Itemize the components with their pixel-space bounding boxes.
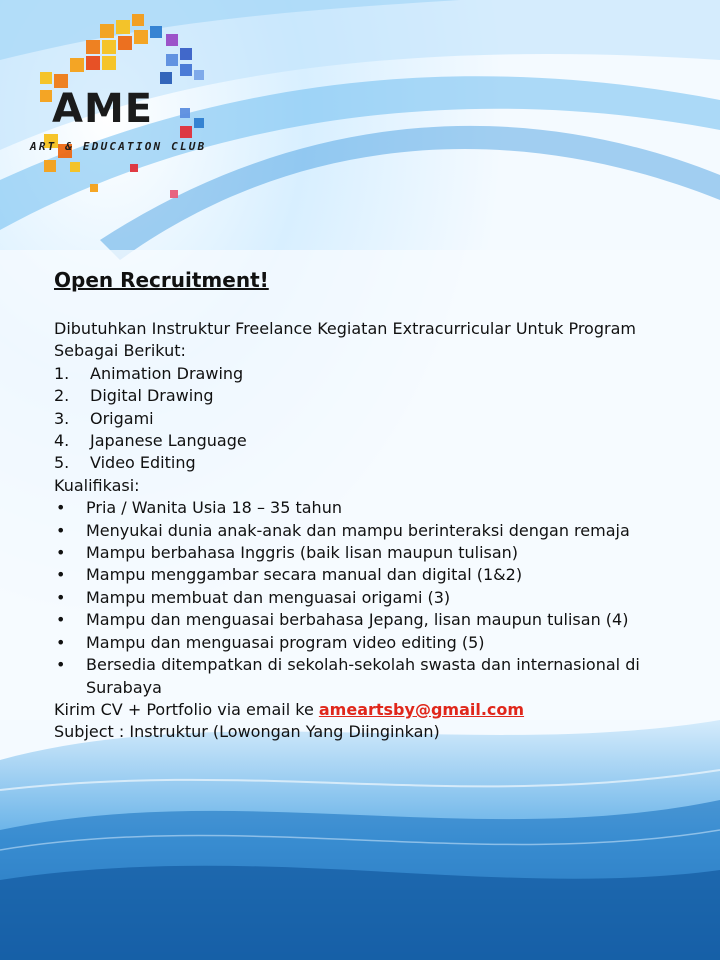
- send-instruction: Kirim CV + Portfolio via email ke ameartsby@gmail.com: [54, 699, 525, 719]
- recruitment-post: [54, 266, 684, 744]
- qualifications-title: Kualifikasi:: [54, 475, 140, 495]
- list-item: 4. Japanese Language: [54, 431, 247, 451]
- list-item: 2. Digital Drawing: [54, 386, 214, 406]
- list-item: • Mampu membuat dan menguasai origami (3): [54, 587, 684, 609]
- post-intro: Dibutuhkan Instruktur Freelance Kegiatan Extracurricular Untuk Program Sebagai Berikut:: [54, 319, 636, 361]
- list-item: • Mampu dan menguasai program video editing (5): [54, 632, 684, 654]
- list-item: • Mampu berbahasa Inggris (baik lisan maupun tulisan): [54, 542, 684, 564]
- list-item: • Pria / Wanita Usia 18 – 35 tahun: [54, 497, 684, 519]
- logo-tagline: ART & EDUCATION CLUB: [30, 140, 207, 153]
- list-item: • Mampu dan menguasai berbahasa Jepang, lisan maupun tulisan (4): [54, 609, 684, 631]
- bullet-icon: •: [56, 655, 66, 675]
- bullet-icon: •: [56, 498, 66, 518]
- bullet-icon: •: [56, 632, 66, 652]
- qualifications-list: [54, 497, 684, 699]
- list-item: • Mampu menggambar secara manual dan digital (1&2): [54, 564, 684, 586]
- list-item: • Bersedia ditempatkan di sekolah-sekolah swasta dan internasional di Surabaya: [54, 654, 684, 699]
- list-item: • Menyukai dunia anak-anak dan mampu berinteraksi dengan remaja: [54, 520, 684, 542]
- bullet-icon: •: [56, 610, 66, 630]
- email-subject: Subject : Instruktur (Lowongan Yang Diinginkan): [54, 722, 440, 742]
- logo-wordmark: AME: [52, 86, 154, 132]
- list-item: 3. Origami: [54, 408, 154, 428]
- bullet-icon: •: [56, 520, 66, 540]
- post-heading: Open Recruitment!: [54, 268, 269, 292]
- email-link[interactable]: ameartsby@gmail.com: [318, 699, 525, 719]
- bullet-icon: •: [56, 565, 66, 585]
- list-item: 1. Animation Drawing: [54, 363, 244, 383]
- program-list: [54, 363, 684, 475]
- bullet-icon: •: [56, 543, 66, 563]
- bullet-icon: •: [56, 587, 66, 607]
- list-item: 5. Video Editing: [54, 453, 196, 473]
